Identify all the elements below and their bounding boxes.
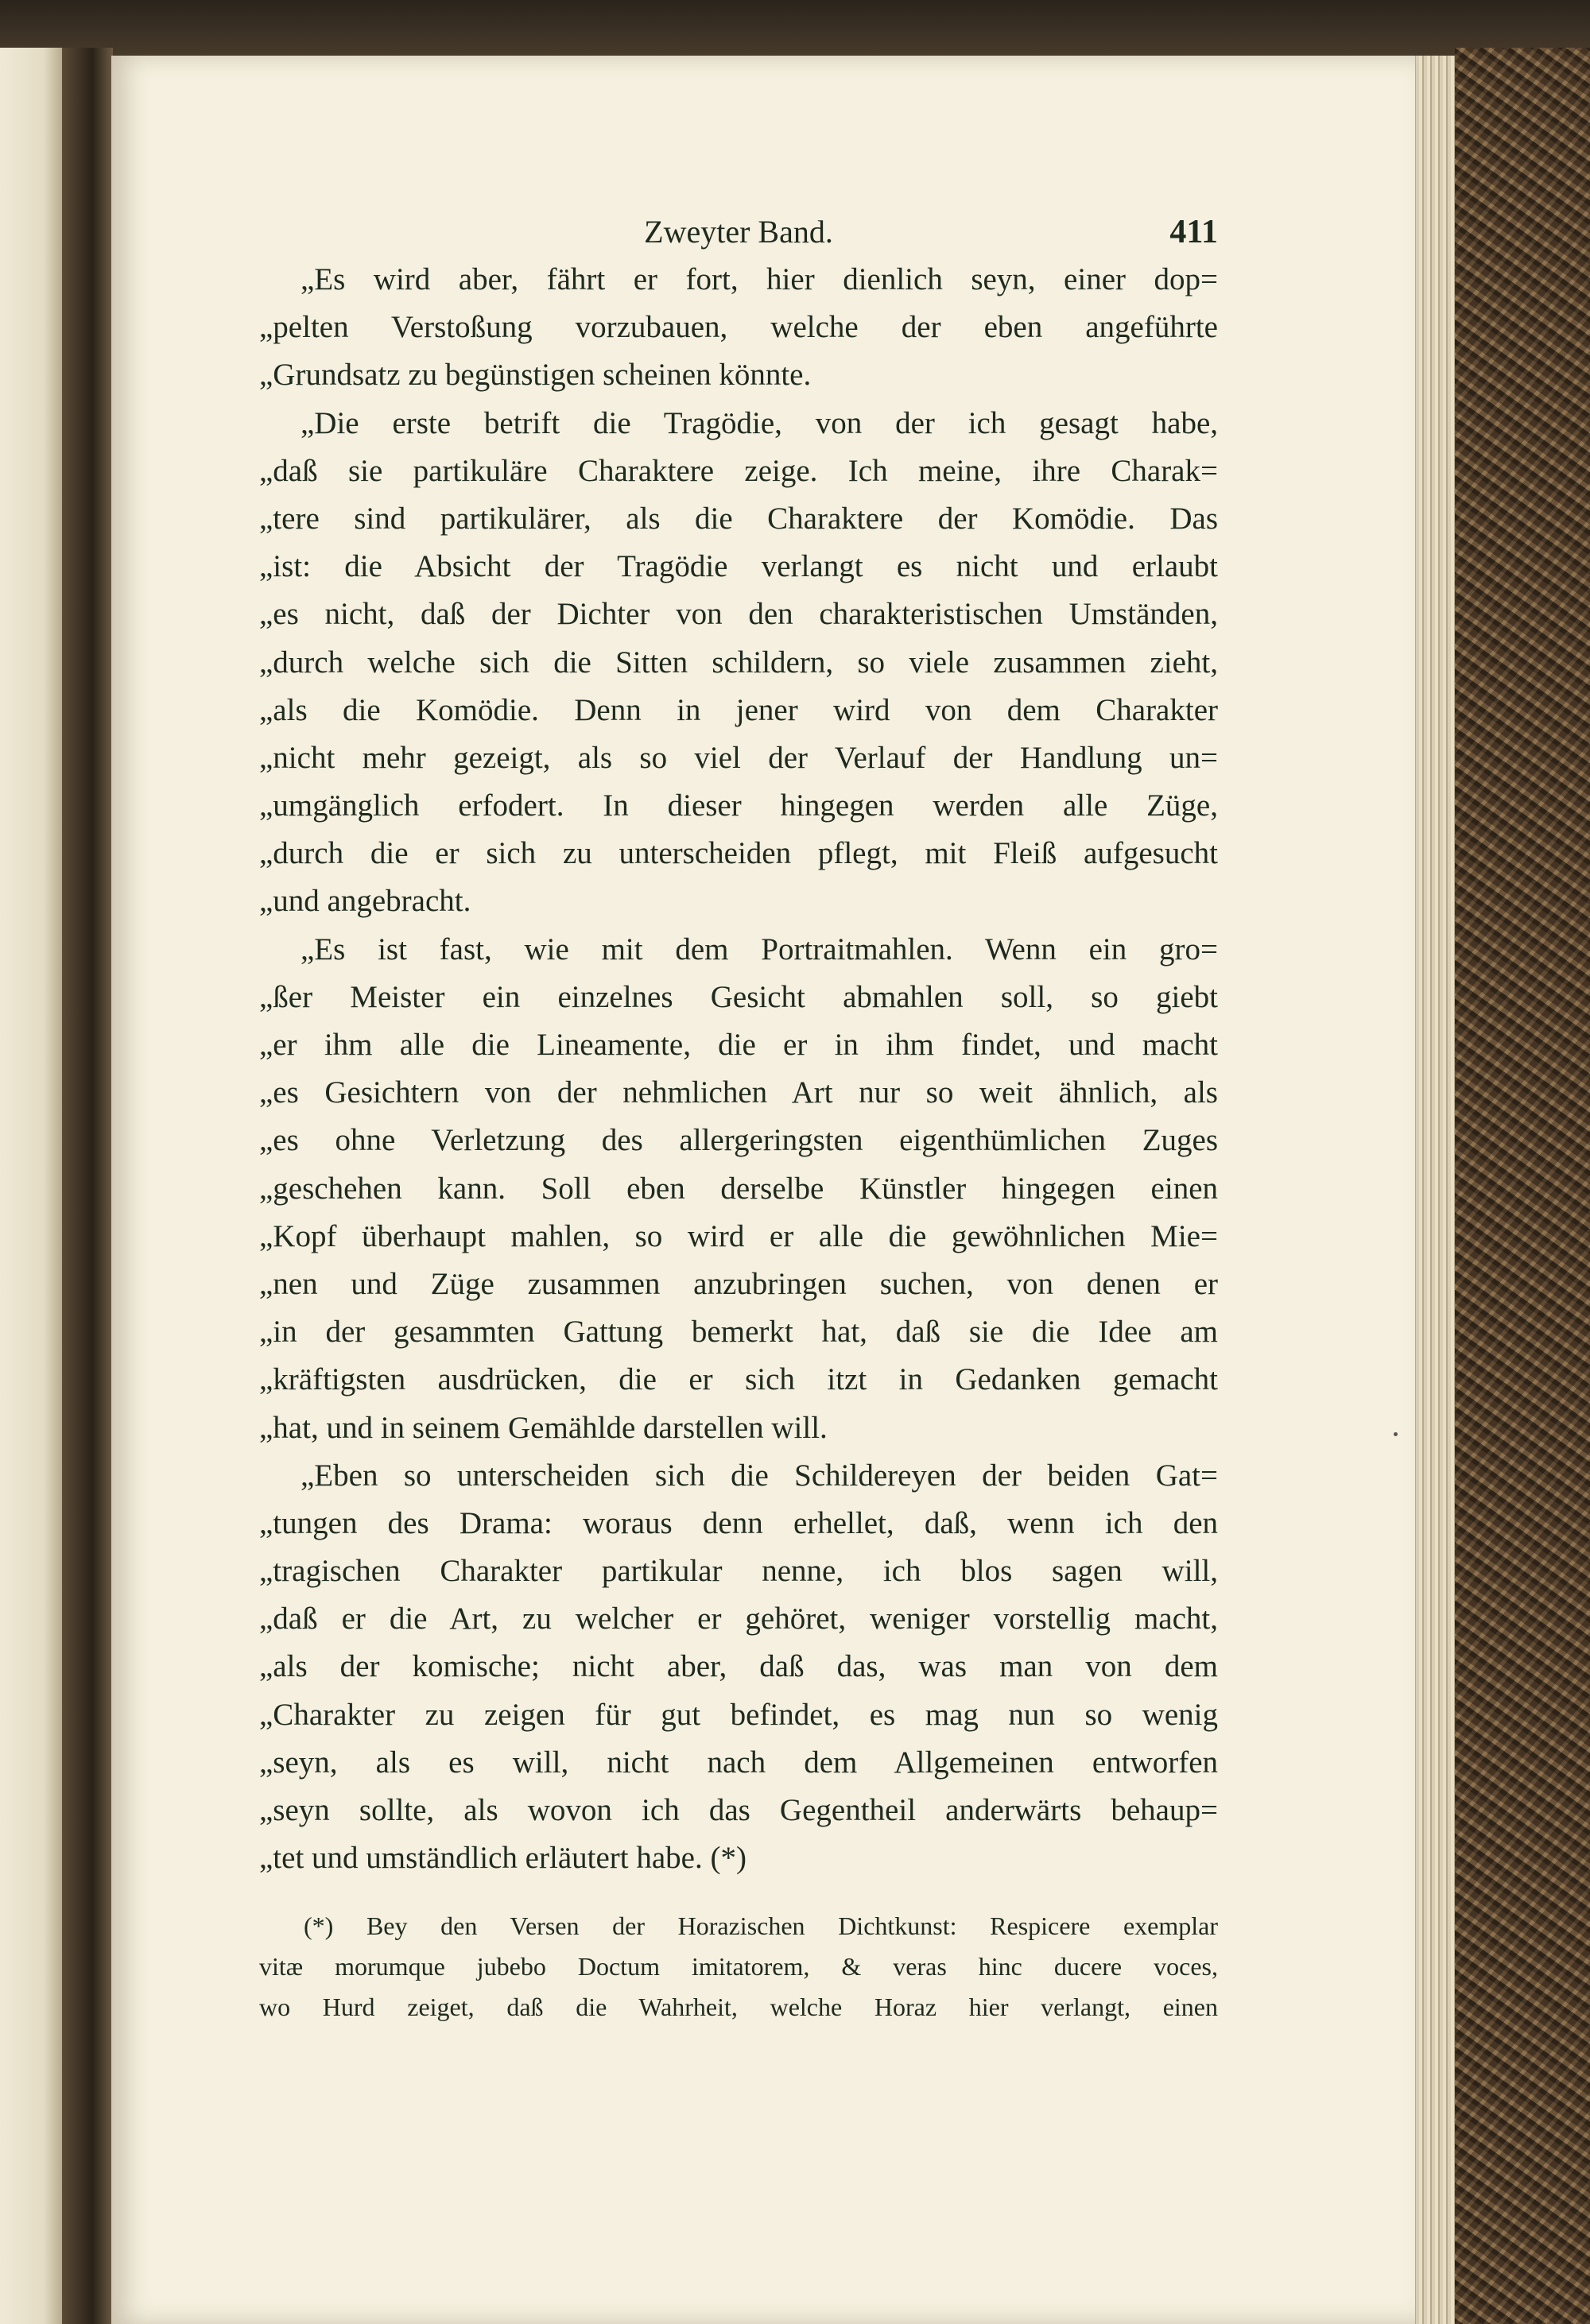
text-line: „pelten Verstoßung vorzubauen, welche der eben angeführte — [259, 310, 1218, 345]
footnote — [259, 1906, 1218, 2028]
text-line: „geschehen kann. Soll eben derselbe Künstler hingegen einen — [259, 1171, 1218, 1206]
book-top-edge — [0, 0, 1590, 64]
text-line: „nen und Züge zusammen anzubringen suchen, von denen er — [259, 1266, 1218, 1301]
footnote-line: wo Hurd zeiget, daß die Wahrheit, welche Horaz hier verlangt, einen — [259, 1993, 1218, 2021]
text-line: „ßer Meister ein einzelnes Gesicht abmahlen soll, so giebt — [259, 979, 1218, 1014]
text-line: „umgänglich erfodert. In dieser hingegen werden alle Züge, — [259, 788, 1218, 823]
text-line: „Eben so unterscheiden sich die Schildereyen der beiden Gat= — [301, 1458, 1218, 1493]
running-head-title: Zweyter Band. — [644, 214, 833, 250]
text-line: „tet und umständlich erläutert habe. (*) — [259, 1841, 747, 1876]
text-line: „als die Komödie. Denn in jener wird von dem Charakter — [259, 692, 1218, 727]
text-line: „Kopf überhaupt mahlen, so wird er alle die gewöhnlichen Mie= — [259, 1218, 1218, 1253]
text-line: „hat, und in seinem Gemählde darstellen will. — [259, 1410, 828, 1445]
text-line: „Es ist fast, wie mit dem Portraitmahlen. Wenn ein gro= — [301, 932, 1218, 966]
text-line: „seyn, als es will, nicht nach dem Allgemeinen entworfen — [259, 1745, 1218, 1780]
text-line: „tere sind partikulärer, als die Charaktere der Komödie. Das — [259, 501, 1218, 536]
text-line: „in der gesammten Gattung bemerkt hat, daß sie die Idee am — [259, 1315, 1218, 1350]
text-line: „er ihm alle die Lineamente, die er in ihm findet, und macht — [259, 1028, 1218, 1062]
footnote-line: vitæ morumque jubebo Doctum imitatorem, & veras hinc ducere voces, — [259, 1952, 1218, 1981]
text-line: „ist: die Absicht der Tragödie verlangt es nicht und erlaubt — [259, 549, 1218, 584]
text-line: „als der komische; nicht aber, daß das, was man von dem — [259, 1649, 1218, 1684]
text-line: „Es wird aber, fährt er fort, hier dienlich seyn, einer dop= — [301, 262, 1218, 296]
text-line: „daß sie partikuläre Charaktere zeige. Ich meine, ihre Charak= — [259, 453, 1218, 488]
running-head — [259, 213, 1218, 258]
left-page-edge — [0, 48, 62, 2324]
ink-speck — [1394, 1432, 1398, 1436]
text-line: „seyn sollte, als wovon ich das Gegentheil anderwärts behaup= — [259, 1793, 1218, 1827]
text-line: „Charakter zu zeigen für gut befindet, es mag nun so wenig — [259, 1697, 1218, 1732]
text-line: „Grundsatz zu begünstigen scheinen könnte. — [259, 358, 812, 393]
body-text — [259, 256, 1218, 1882]
marbled-cover — [1455, 48, 1590, 2324]
text-line: „es ohne Verletzung des allergeringsten eigenthümlichen Zuges — [259, 1123, 1218, 1158]
page-stack-edges — [1411, 56, 1459, 2324]
text-line: „es nicht, daß der Dichter von den charakteristischen Umständen, — [259, 597, 1218, 632]
book-gutter — [62, 48, 113, 2324]
text-line: „nicht mehr gezeigt, als so viel der Verlauf der Handlung un= — [259, 740, 1218, 775]
text-line: „kräftigsten ausdrücken, die er sich itzt in Gedanken gemacht — [259, 1362, 1218, 1397]
text-line: „und angebracht. — [259, 884, 471, 919]
text-line: „tungen des Drama: woraus denn erhellet, daß, wenn ich den — [259, 1505, 1218, 1540]
footnote-line: (*) Bey den Versen der Horazischen Dichtkunst: Respicere exemplar — [304, 1911, 1218, 1940]
text-line: „tragischen Charakter partikular nenne, ich blos sagen will, — [259, 1554, 1218, 1589]
page-number: 411 — [1169, 214, 1218, 250]
text-line: „durch welche sich die Sitten schildern, so viele zusammen zieht, — [259, 645, 1218, 680]
text-line: „daß er die Art, zu welcher er gehöret, weniger vorstellig macht, — [259, 1602, 1218, 1636]
text-line: „Die erste betrift die Tragödie, von der ich gesagt habe, — [301, 405, 1218, 440]
text-line: „durch die er sich zu unterscheiden pflegt, mit Fleiß aufgesucht — [259, 836, 1218, 871]
text-line: „es Gesichtern von der nehmlichen Art nur so weit ähnlich, als — [259, 1075, 1218, 1110]
